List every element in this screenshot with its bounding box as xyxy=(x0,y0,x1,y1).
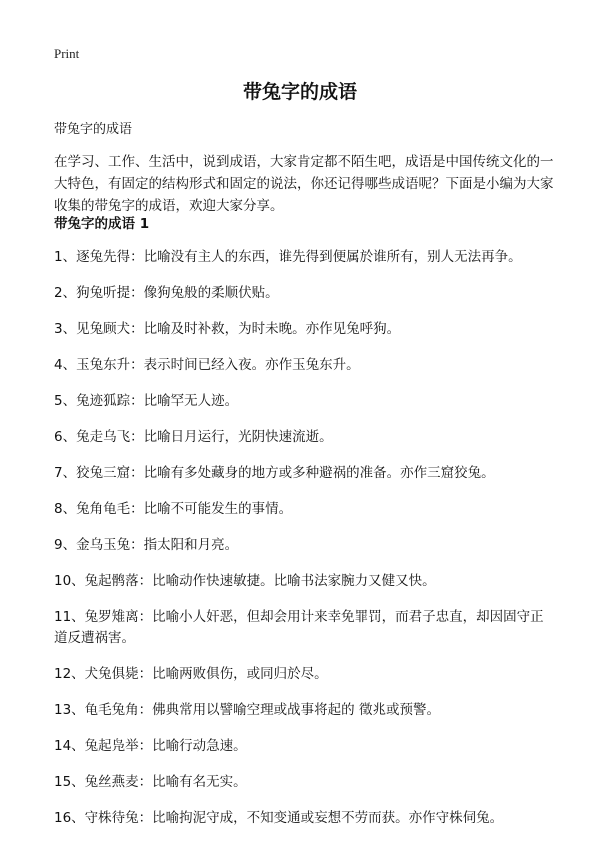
list-item: 6、兔走乌飞：比喻日月运行，光阴快速流逝。 xyxy=(54,429,333,445)
list-item: 1、逐兔先得：比喻没有主人的东西，谁先得到便属於谁所有，别人无法再争。 xyxy=(54,249,522,265)
list-item: 4、玉兔东升：表示时间已经入夜。亦作玉兔东升。 xyxy=(54,357,360,373)
list-item: 2、狗兔听提：像狗兔般的柔顺伏贴。 xyxy=(54,285,279,301)
section-heading: 带兔字的成语 1 xyxy=(54,216,150,232)
idiom-list xyxy=(54,247,554,844)
list-item: 8、兔角龟毛：比喻不可能发生的事情。 xyxy=(54,501,293,517)
list-item: 10、兔起鹘落：比喻动作快速敏捷。比喻书法家腕力又健又快。 xyxy=(54,573,436,589)
list-item: 12、犬兔俱毙：比喻两败俱伤，或同归於尽。 xyxy=(54,666,328,682)
page-title: 带兔字的成语 xyxy=(242,81,357,103)
list-item: 5、兔迹狐踪：比喻罕无人迹。 xyxy=(54,393,239,409)
subheading: 带兔字的成语 xyxy=(54,122,133,137)
list-item: 7、狡兔三窟：比喻有多处藏身的地方或多种避祸的准备。亦作三窟狡兔。 xyxy=(54,465,495,481)
list-item: 11、兔罗雉离：比喻小人奸恶，但却会用计来幸免罪罚，而君子忠直，却因固守正道反遭祸害。 xyxy=(54,609,544,646)
intro-paragraph: 在学习、工作、生活中，说到成语，大家肯定都不陌生吧，成语是中国传统文化的一大特色，有固定的结构形式和固定的说法，你还记得哪些成语呢？下面是小编为大家收集的带兔字的成语，欢迎大家分享。 xyxy=(54,154,554,214)
list-item: 9、金乌玉兔：指太阳和月亮。 xyxy=(54,537,239,553)
list-item: 15、兔丝燕麦：比喻有名无实。 xyxy=(54,774,247,790)
list-item: 14、兔起凫举：比喻行动急速。 xyxy=(54,738,247,754)
list-item: 16、守株待兔：比喻拘泥守成，不知变通或妄想不劳而获。亦作守株伺兔。 xyxy=(54,810,504,826)
list-item: 13、龟毛兔角：佛典常用以譬喻空理或战事将起的 徵兆或预警。 xyxy=(54,702,440,718)
print-link[interactable]: Print xyxy=(54,46,80,61)
list-item: 3、见兔顾犬：比喻及时补救，为时未晚。亦作见兔呼狗。 xyxy=(54,321,401,337)
